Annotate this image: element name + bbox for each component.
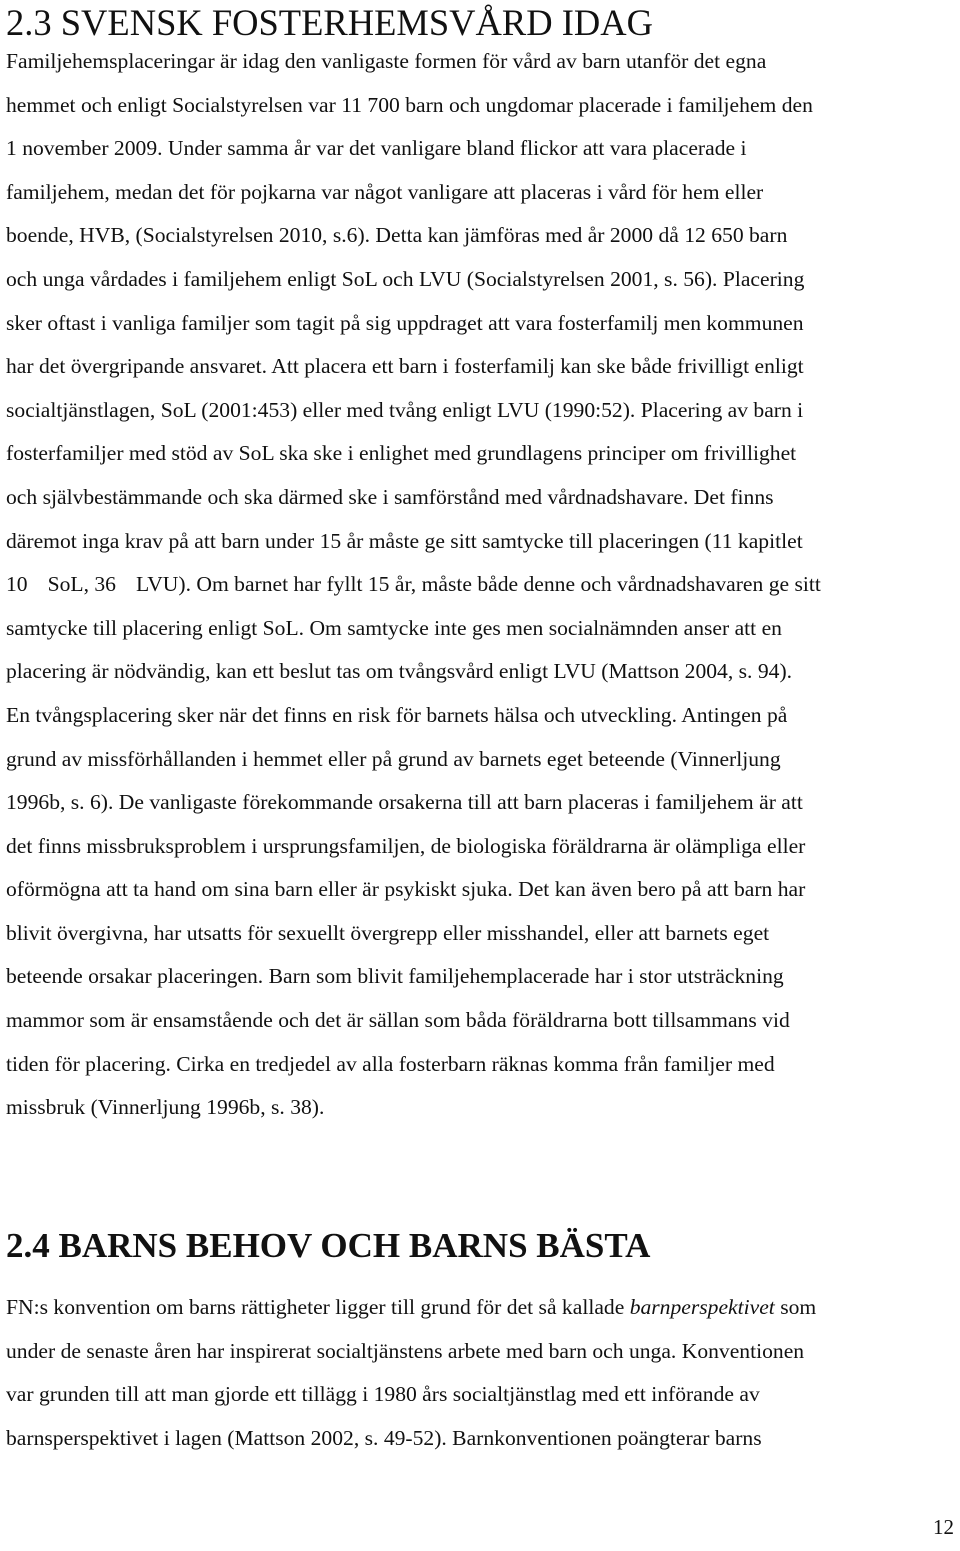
text-line: tiden för placering. Cirka en tredjedel av alla fosterbarn räknas komma från familjer med — [6, 1051, 775, 1076]
text-line: missbruk (Vinnerljung 1996b, s. 38). — [6, 1095, 325, 1120]
text-segment: SoL, 36 — [47, 572, 116, 597]
text-line-with-section-signs — [6, 563, 956, 607]
section-heading-2-3: 2.3 SVENSK FOSTERHEMSVÅRD IDAG — [6, 2, 653, 43]
text-line: Familjehemsplaceringar är idag den vanligaste formen för vård av barn utanför det egna — [6, 49, 767, 73]
text-line: det finns missbruksproblem i ursprungsfamiljen, de biologiska föräldrarna är olämpliga eller — [6, 833, 806, 858]
italic-term: barnperspektivet — [629, 1295, 775, 1319]
page-number: 12 — [933, 1515, 954, 1539]
text-line: boende, HVB, (Socialstyrelsen 2010, s.6). Detta kan jämföras med år 2000 då 12 650 barn — [6, 223, 788, 248]
section-2-4-paragraph — [6, 1286, 956, 1460]
text-line: 1996b, s. 6). De vanligaste förekommande orsakerna till att barn placeras i familjehem är att — [6, 790, 803, 815]
text-line: och självbestämmande och ska därmed ske i samförstånd med vårdnadshavare. Det finns — [6, 484, 774, 509]
text-line: 1 november 2009. Under samma år var det vanligare bland flickor att vara placerade i — [6, 136, 747, 161]
text-line: och unga vårdades i familjehem enligt SoL och LVU (Socialstyrelsen 2001, s. 56). Placering — [6, 266, 805, 291]
text-line: familjehem, medan det för pojkarna var något vanligare att placeras i vård för hem eller — [6, 179, 764, 204]
text-line: En tvångsplacering sker när det finns en risk för barnets hälsa och utveckling. Antingen på — [6, 702, 788, 727]
text-line: beteende orsakar placeringen. Barn som blivit familjehemplacerade har i stor utsträckning — [6, 964, 784, 989]
text-line: barnsperspektivet i lagen (Mattson 2002, s. 49-52). Barnkonventionen poängterar barns — [6, 1425, 762, 1450]
text-line: oförmögna att ta hand om sina barn eller är psykiskt sjuka. Det kan även bero på att barn har — [6, 877, 806, 902]
text-line: grund av missförhållanden i hemmet eller på grund av barnets eget beteende (Vinnerljung — [6, 746, 781, 771]
text-line: hemmet och enligt Socialstyrelsen var 11 700 barn och ungdomar placerade i familjehem den — [6, 92, 813, 117]
text-line: placering är nödvändig, kan ett beslut tas om tvångsvård enligt LVU (Mattson 2004, s. 94). — [6, 659, 793, 684]
text-line: socialtjänstlagen, SoL (2001:453) eller med tvång enligt LVU (1990:52). Placering av barn i — [6, 397, 804, 422]
text-line-with-italic — [6, 1286, 956, 1330]
text-segment: 10 — [6, 572, 28, 597]
text-line: mammor som är ensamstående och det är sällan som båda föräldrarna bott tillsammans vid — [6, 1008, 790, 1033]
text-line: under de senaste åren har inspirerat socialtjänstens arbete med barn och unga. Konventionen — [6, 1338, 805, 1363]
text-line: sker oftast i vanliga familjer som tagit på sig uppdraget att vara fosterfamilj men kommunen — [6, 310, 804, 335]
text-line: fosterfamiljer med stöd av SoL ska ske i enlighet med grundlagens principer om frivillighet — [6, 441, 797, 466]
text-line: har det övergripande ansvaret. Att placera ett barn i fosterfamilj kan ske både frivilligt enligt — [6, 354, 804, 379]
text-line: var grunden till att man gjorde ett tillägg i 1980 års socialtjänstlag med ett införande av — [6, 1382, 760, 1407]
text-line: däremot inga krav på att barn under 15 år måste ge sitt samtycke till placeringen (11 kapitlet — [6, 528, 803, 553]
text-segment: som — [774, 1295, 817, 1319]
text-line: blivit övergivna, har utsatts för sexuellt övergrepp eller misshandel, eller att barnets eget — [6, 920, 770, 945]
section-heading-2-4: 2.4 BARNS BEHOV OCH BARNS BÄSTA — [6, 1226, 651, 1265]
text-line: samtycke till placering enligt SoL. Om samtycke inte ges men socialnämnden anser att en — [6, 615, 782, 640]
section-2-3-paragraph — [6, 40, 956, 1130]
text-segment: FN:s konvention om barns rättigheter ligger till grund för det så kallade — [6, 1295, 630, 1319]
text-segment: LVU). Om barnet har fyllt 15 år, måste både denne och vårdnadshavaren ge sitt — [135, 572, 821, 597]
